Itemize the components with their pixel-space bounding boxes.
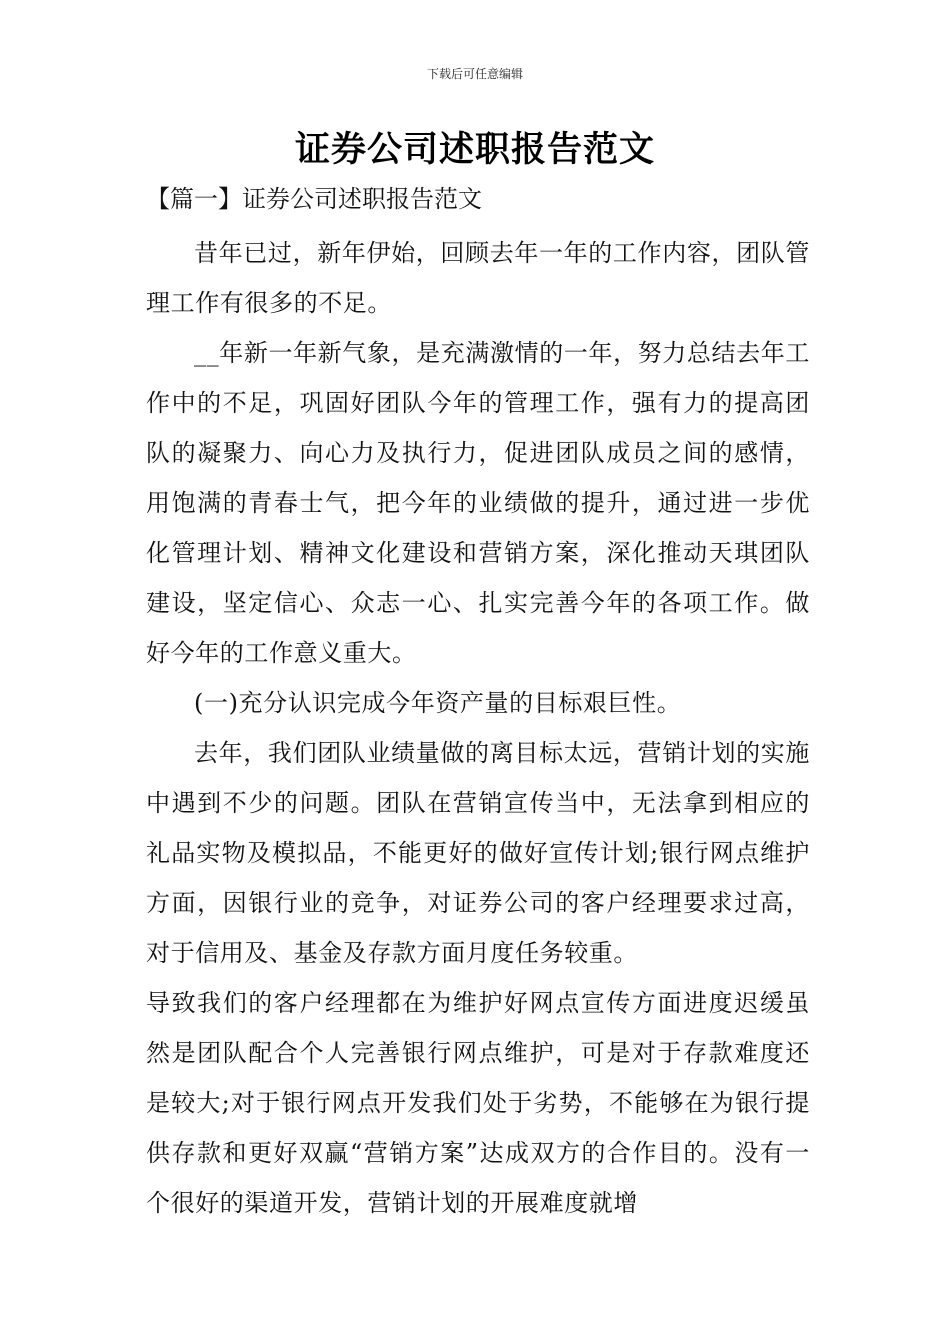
document-title: 证券公司述职报告范文: [294, 129, 655, 170]
paragraph-last-year: 去年，我们团队业绩量做的离目标太远，营销计划的实施中遇到不少的问题。团队在营销宣传当中，无法拿到相应的礼品实物及模拟品，不能更好的做好宣传计划;银行网点维护方面，因银行业的竞争，对证券公司的客户经理要求过高，对于信用及、基金及存款方面月度任务较重。: [146, 739, 810, 967]
paragraph-new-year: __年新一年新气象，是充满激情的一年，努力总结去年工作中的不足，巩固好团队今年的管理工作，强有力的提高团队的凝聚力、向心力及执行力，促进团队成员之间的感情，用饱满的青春士气，把今年的业绩做的提升，通过进一步优化管理计划、精神文化建设和营销方案，深化推动天琪团队建设，坚定信心、众志一心、扎实完善今年的各项工作。做好今年的工作意义重大。: [146, 339, 810, 667]
page-header-note: 下载后可任意编辑: [426, 67, 523, 81]
paragraph-intro: 昔年已过，新年伊始，回顾去年一年的工作内容，团队管理工作有很多的不足。: [146, 239, 810, 317]
paragraph-subheading: (一)充分认识完成今年资产量的目标艰巨性。: [194, 689, 682, 717]
section-heading: 【篇一】证券公司述职报告范文: [146, 185, 482, 213]
paragraph-continuation: 导致我们的客户经理都在为维护好网点宣传方面进度迟缓虽然是团队配合个人完善银行网点维护，可是对于存款难度还是较大;对于银行网点开发我们处于劣势，不能够在为银行提供存款和更好双赢“营销方案”达成双方的合作目的。没有一个很好的渠道开发，营销计划的开展难度就增: [146, 989, 810, 1217]
document-body: [146, 228, 810, 1228]
